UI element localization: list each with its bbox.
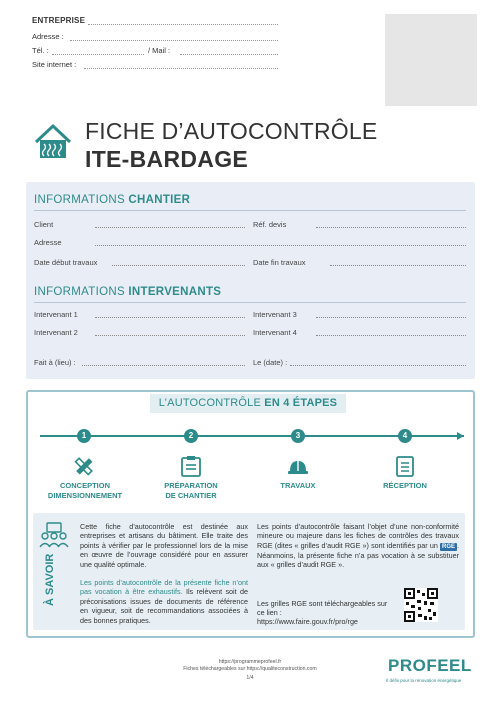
- le-date-label: Le (date) :: [253, 358, 288, 367]
- ref-devis-field[interactable]: [316, 227, 466, 228]
- date-fin-field[interactable]: [330, 265, 466, 266]
- step-4-number: 4: [398, 429, 412, 443]
- date-debut-label: Date début travaux: [34, 258, 98, 267]
- adresse-field[interactable]: [95, 245, 466, 246]
- step-4-label: RÉCEPTION: [383, 481, 427, 490]
- step-1-number: 1: [77, 429, 91, 443]
- fait-a-field[interactable]: [82, 365, 245, 366]
- step-2-number: 2: [184, 429, 198, 443]
- step-3-number: 3: [291, 429, 305, 443]
- arrow-right-icon: [456, 431, 466, 441]
- intervenant-3-label: Intervenant 3: [253, 310, 297, 319]
- savoir-left-paragraph-1: Cette fiche d’autocontrôle est destinée aux entreprises et artisans du bâtiment. Elle traite des points à vérifier par le professionnel lors de la mise en œuvre de l’ouvrage considéré pour en assurer une qualité optimale.: [80, 522, 248, 569]
- info-panel: [26, 182, 475, 379]
- ref-devis-label: Réf. devis: [253, 220, 287, 229]
- savoir-right-paragraph-1: Les points d’autocontrôle faisant l’objet d’une non-conformité mineure ou majeure dans les fiches de contrôles des travaux RGE (dites « grilles d’audit RGE ») sont identifiés par un RGE . Néanmoins, la présente fiche n’a pas vocation à se substituer aux « grilles d’audit RGE ».: [257, 522, 460, 570]
- page-title-line1: FICHE D’AUTOCONTRÔLE: [85, 118, 378, 144]
- rge-badge: RGE: [442, 543, 456, 550]
- savoir-right-paragraph-2: Les grilles RGE sont téléchargeables sur ce lien :: [257, 599, 388, 618]
- section-rule: [34, 210, 466, 211]
- savoir-left-paragraph-2: Les points d’autocontrôle de la présente fiche n’ont pas vocation à être exhaustifs. Ils relèvent soit de préconisations issues de documents de référence en vigueur, soit de recommandations associées à des bonnes pratiques.: [80, 578, 248, 625]
- date-debut-field[interactable]: [112, 265, 245, 266]
- profeel-logo: PROFEEL: [388, 656, 472, 675]
- intervenant-4-label: Intervenant 4: [253, 328, 297, 337]
- client-label: Client: [34, 220, 54, 229]
- website-label: Site internet :: [32, 60, 77, 69]
- footer-url-1[interactable]: https://programmeprofeel.fr: [218, 659, 282, 665]
- phone-line[interactable]: [52, 54, 144, 55]
- le-date-field[interactable]: [290, 365, 466, 366]
- mail-label: / Mail :: [148, 46, 171, 55]
- intervenant-4-field[interactable]: [316, 335, 466, 336]
- intervenant-1-label: Intervenant 1: [34, 310, 78, 319]
- adresse-label: Adresse: [34, 238, 62, 247]
- section-rule: [34, 302, 466, 303]
- section-chantier-title: INFORMATIONS CHANTIER: [34, 194, 191, 206]
- address-label: Adresse :: [32, 32, 64, 41]
- intervenant-2-label: Intervenant 2: [34, 328, 78, 337]
- mail-line[interactable]: [180, 54, 278, 55]
- qr-code-icon[interactable]: [404, 588, 438, 622]
- step-1-label: CONCEPTION DIMENSIONNEMENT: [47, 481, 123, 500]
- company-name-line[interactable]: [88, 24, 278, 25]
- page-number: 1/4: [246, 675, 254, 681]
- rge-link[interactable]: https://www.faire.gouv.fr/pro/rge: [257, 617, 358, 626]
- intervenant-2-field[interactable]: [95, 335, 245, 336]
- people-icon: [38, 522, 70, 548]
- step-2-label: PRÉPARATION DE CHANTIER: [164, 481, 218, 500]
- ruler-pencil-icon: [72, 455, 96, 477]
- phone-label: Tél. :: [32, 46, 49, 55]
- intervenant-1-field[interactable]: [95, 317, 245, 318]
- hard-hat-icon: [286, 455, 310, 477]
- house-insulation-icon: [32, 120, 74, 162]
- page-title-line2: ITE-BARDAGE: [85, 146, 249, 172]
- client-field[interactable]: [95, 227, 245, 228]
- website-line[interactable]: [84, 68, 278, 69]
- step-3-label: TRAVAUX: [280, 481, 316, 490]
- company-title: ENTREPRISE: [32, 16, 86, 25]
- steps-title: L’AUTOCONTRÔLE EN 4 ÉTAPES: [158, 397, 338, 409]
- company-logo-placeholder: [385, 14, 477, 106]
- footer-url-2[interactable]: Fiches téléchargeables sur https://qualiteconstruction.com: [183, 666, 317, 672]
- address-line[interactable]: [70, 40, 278, 41]
- date-fin-label: Date fin travaux: [253, 258, 306, 267]
- checklist-icon: [393, 455, 417, 477]
- section-intervenants-title: INFORMATIONS INTERVENANTS: [34, 286, 222, 298]
- savoir-title: À SAVOIR: [44, 553, 56, 606]
- fait-a-label: Fait à (lieu) :: [34, 358, 76, 367]
- clipboard-icon: [179, 455, 203, 477]
- intervenant-3-field[interactable]: [316, 317, 466, 318]
- profeel-tagline: Il défis pour la rénovation énergétique: [386, 678, 462, 683]
